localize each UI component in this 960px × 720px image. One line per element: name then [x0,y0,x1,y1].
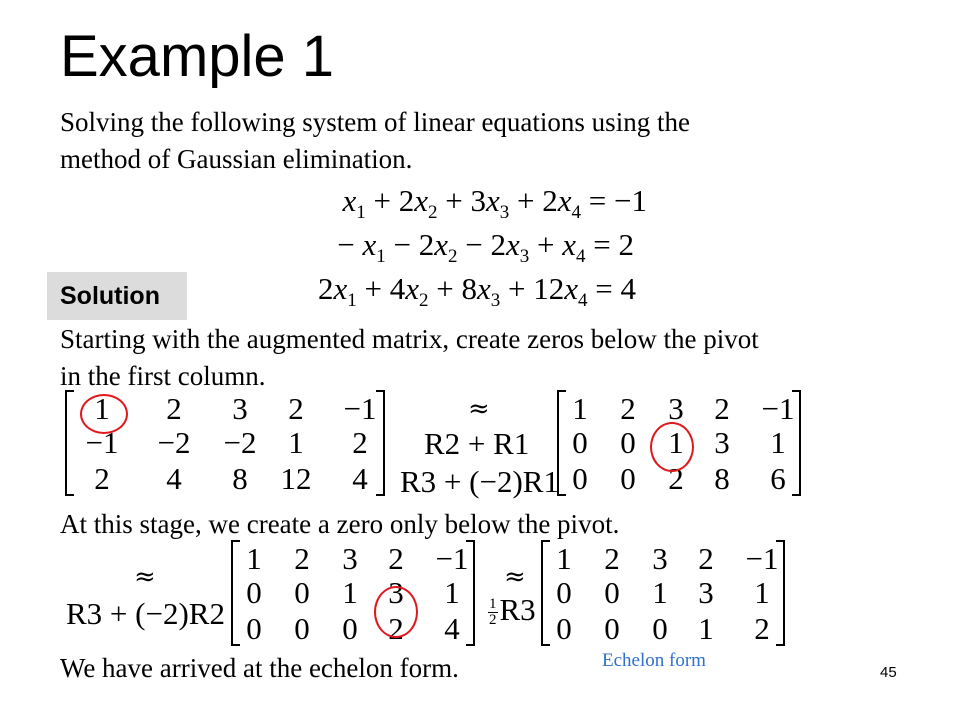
matrix-cell: 3 [714,425,730,460]
matrix-cell: −1 [761,391,795,426]
solution-label: Solution [47,272,187,320]
matrix-cell: 0 [246,611,262,646]
matrix-cell: 0 [620,461,636,496]
matrix-cell: 0 [342,611,358,646]
matrix-cell: 1 [572,391,588,426]
equation-2: − $x_1 - 2x_2 - 2x_3 + x_4 = 2$ [337,227,634,268]
echelon-form-label: Echelon form [602,650,706,671]
matrix-after-step-2 [230,540,476,646]
approx-symbol: ≈ [468,394,490,424]
matrix-cell: 3 [342,541,358,576]
matrix-echelon-form [540,540,786,646]
matrix-cell: 1 [668,425,684,460]
matrix-cell: 2 [294,541,310,576]
matrix-cell: 2 [94,461,110,496]
approx-symbol: ≈ [134,562,156,592]
equation-1: $x_1 + 2x_2 + 3x_3 + 2x_4 = -1$ [342,183,647,224]
pivot-circle [80,394,128,434]
row-operation-2: R3 + (−2)R1 [400,464,559,499]
matrix-cell: −2 [157,425,191,460]
equation-3: $2x_1 + 4x_2 + 8x_3 + 12x_4 = 4$ [318,271,636,312]
intro-text [60,104,690,178]
matrix-cell: 2 [620,391,636,426]
matrix-cell: 1 [444,575,460,610]
matrix-cell: 0 [294,575,310,610]
matrix-cell: 12 [280,461,312,496]
matrix-cell: 6 [770,461,786,496]
matrix-cell: 2 [698,541,714,576]
step3-text: We have arrived at the echelon form. [60,653,459,683]
matrix-cell: 0 [556,611,572,646]
matrix-cell: 1 [246,541,262,576]
row-operation-4-row: R3 [499,592,536,627]
matrix-cell: 2 [352,425,368,460]
matrix-cell: 2 [388,611,404,646]
matrix-cell: −2 [223,425,257,460]
matrix-cell: 4 [166,461,182,496]
matrix-cell: 3 [668,391,684,426]
matrix-cell: 3 [232,391,248,426]
matrix-cell: 8 [232,461,248,496]
slide-title: Example 1 [60,24,335,89]
intro-line-1: Solving the following system of linear equations using the [60,107,690,137]
step1-text [60,321,759,395]
matrix-cell: 2 [668,461,684,496]
matrix-cell: 4 [352,461,368,496]
matrix-cell: 0 [604,575,620,610]
matrix-cell: 1 [770,425,786,460]
matrix-cell: 1 [754,575,770,610]
matrix-cell: 0 [572,461,588,496]
page-number: 45 [880,664,897,681]
step1-line-2: in the first column. [60,361,266,391]
matrix-cell: 2 [604,541,620,576]
step2-text: At this stage, we create a zero only below the pivot. [60,509,620,539]
matrix-cell: 2 [714,391,730,426]
matrix-cell: 0 [246,575,262,610]
matrix-cell: 2 [166,391,182,426]
matrix-cell: 0 [604,611,620,646]
matrix-cell: 1 [342,575,358,610]
row-operation-4 [488,592,536,628]
pivot-circle [374,586,418,638]
matrix-cell: 3 [698,575,714,610]
fraction-one-half [488,597,498,628]
matrix-cell: 0 [294,611,310,646]
matrix-cell: 0 [620,425,636,460]
matrix-cell: 1 [556,541,572,576]
matrix-cell: 0 [572,425,588,460]
pivot-circle [650,422,694,472]
fraction-denominator: 2 [489,612,497,629]
matrix-cell: −1 [435,541,469,576]
matrix-cell: 1 [698,611,714,646]
matrix-cell: 4 [444,611,460,646]
matrix-cell: 0 [556,575,572,610]
matrix-cell: −1 [85,425,119,460]
matrix-cell: −1 [343,391,377,426]
matrix-cell: 0 [652,611,668,646]
matrix-cell: 1 [94,391,110,426]
row-operation-1: R2 + R1 [424,426,530,461]
matrix-cell: 1 [288,425,304,460]
row-operation-3: R3 + (−2)R2 [66,596,225,631]
matrix-cell: 3 [388,575,404,610]
approx-symbol: ≈ [504,562,526,592]
matrix-cell: 2 [288,391,304,426]
matrix-cell: 8 [714,461,730,496]
intro-line-2: method of Gaussian elimination. [60,144,413,174]
matrix-cell: 3 [652,541,668,576]
fraction-numerator: 1 [489,596,497,613]
matrix-cell: 2 [754,611,770,646]
matrix-cell: −1 [745,541,779,576]
step1-line-1: Starting with the augmented matrix, create zeros below the pivot [60,324,759,354]
matrix-cell: 1 [652,575,668,610]
matrix-cell: 2 [388,541,404,576]
